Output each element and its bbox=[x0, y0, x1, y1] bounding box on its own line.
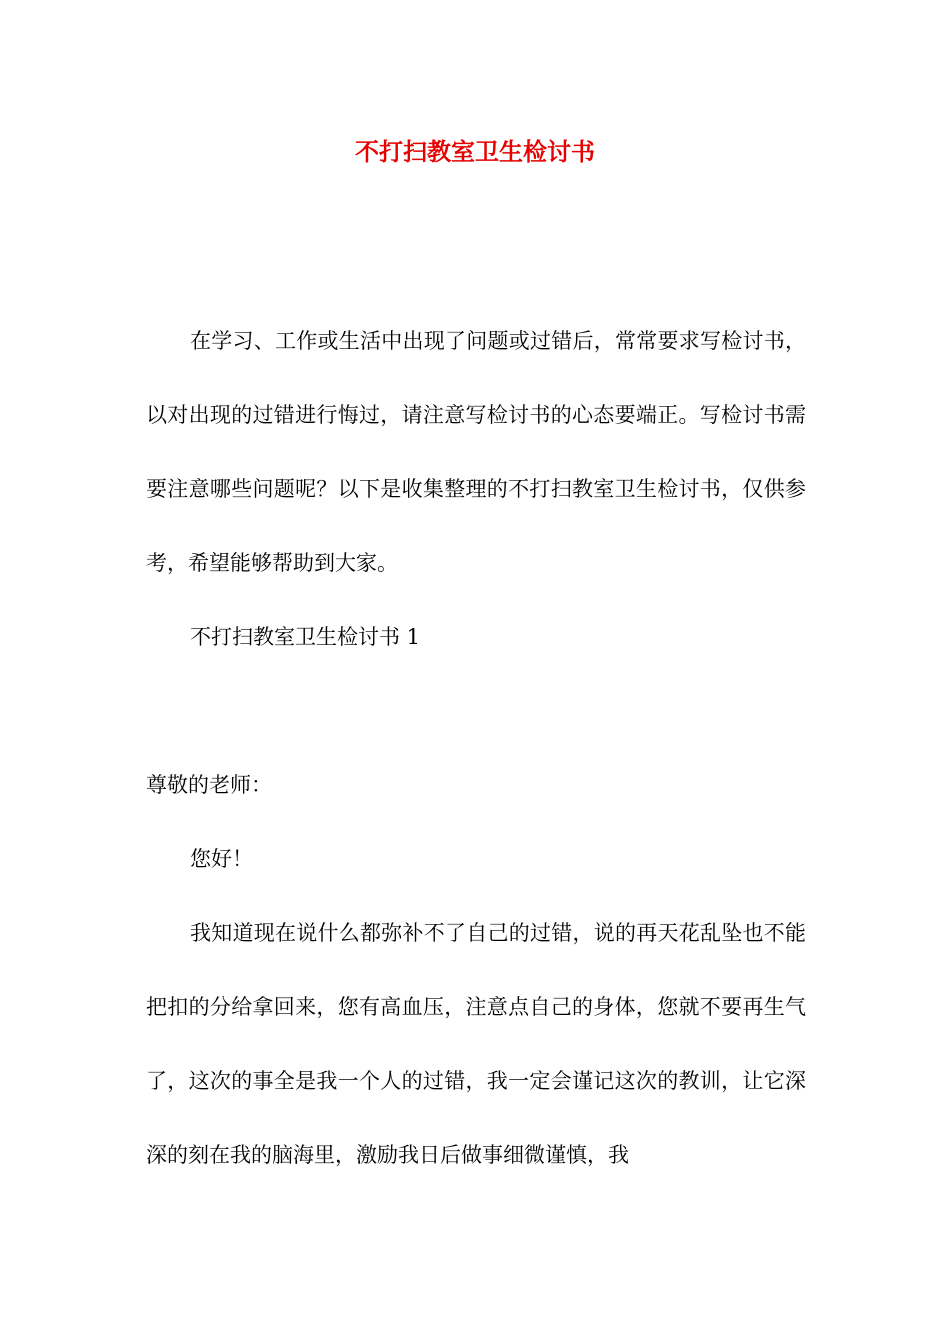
document-title: 不打扫教室卫生检讨书 bbox=[355, 137, 595, 166]
greeting: 您好！ bbox=[190, 847, 253, 871]
body-section bbox=[146, 896, 806, 1192]
section-heading: 不打扫教室卫生检讨书 1 bbox=[190, 625, 421, 649]
intro-section bbox=[146, 304, 806, 600]
body-paragraph: 我知道现在说什么都弥补不了自己的过错，说的再天花乱坠也不能把扣的分给拿回来，您有高血压，注意点自己的身体，您就不要再生气了，这次的事全是我一个人的过错，我一定会谨记这次的教训，让它深深的刻在我的脑海里，激励我日后做事细微谨慎，我 bbox=[146, 921, 806, 1167]
greeting-block bbox=[146, 822, 806, 896]
section-heading-block bbox=[146, 600, 806, 674]
salutation-block bbox=[146, 748, 806, 822]
intro-paragraph: 在学习、工作或生活中出现了问题或过错后，常常要求写检讨书，以对出现的过错进行悔过，请注意写检讨书的心态要端正。写检讨书需要注意哪些问题呢？以下是收集整理的不打扫教室卫生检讨书，仅供参考，希望能够帮助到大家。 bbox=[146, 329, 806, 575]
salutation: 尊敬的老师： bbox=[146, 773, 272, 797]
